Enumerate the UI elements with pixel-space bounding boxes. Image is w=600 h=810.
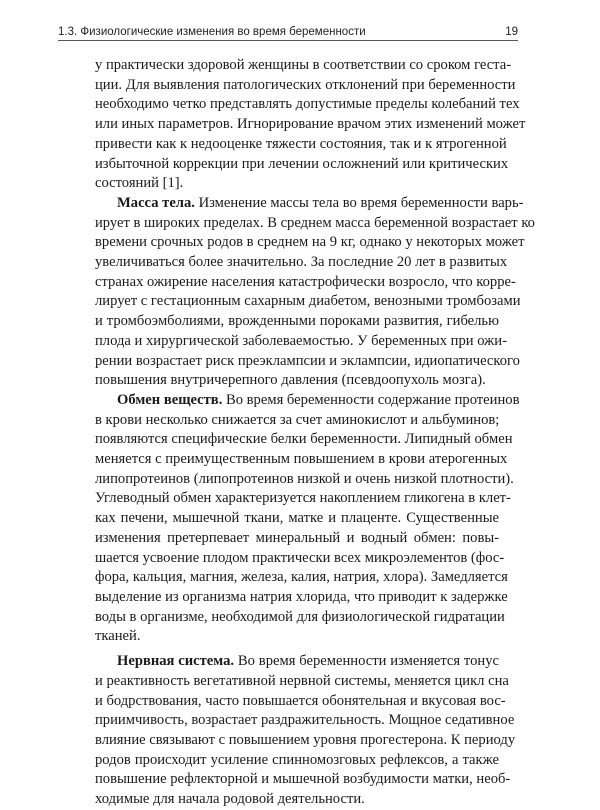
text-line: необходимо четко представлять допустимые пределы колебаний тех: [95, 96, 520, 113]
text-line: родов происходит усиление спинномозговых рефлексов, а также: [95, 751, 499, 768]
paragraph-heading: Нервная система.: [117, 653, 235, 670]
paragraph-metabolism: [95, 391, 520, 647]
text-line: странах ожирение населения катастрофически возросло, что корре-: [95, 273, 516, 290]
text-line: и бодрствования, часто повышается обонятельная и вкусовая вос-: [95, 692, 506, 709]
text-line: привести как к недооценке тяжести состояния, так и к ятрогенной: [95, 135, 507, 152]
text-line: времени срочных родов в среднем на 9 кг, однако у некоторых может: [95, 234, 525, 251]
text-line: ции. Для выявления патологических отклонений при беременности: [95, 76, 516, 93]
text-line: повышения внутричерепного давления (псевдоопухоль мозга).: [95, 372, 486, 389]
paragraph-nervous-system: [95, 652, 516, 810]
text-line: тканей.: [95, 628, 141, 645]
text-line: плода и хирургической заболеваемостью. У беременных при ожи-: [95, 332, 507, 349]
text-line: избыточной коррекции при лечении осложнений или критических: [95, 155, 509, 172]
paragraph-intro: [95, 56, 526, 194]
text-line: повышение рефлекторной и мышечной возбудимости матки, необ-: [95, 771, 511, 788]
text-line: липопротеинов (липопротеинов низкой и очень низкой плотности).: [95, 470, 514, 487]
text-line: ходимые для начала родовой деятельности.: [95, 791, 365, 808]
page-number: 19: [505, 26, 518, 38]
text-line: ирует в широких пределах. В среднем масса беременной возрастает ко: [95, 214, 535, 231]
body-text: [95, 56, 535, 810]
text-line: у практически здоровой женщины в соответствии со сроком геста-: [95, 57, 512, 73]
text-line: лирует с гестационным сахарным диабетом, венозными тромбозами: [95, 293, 521, 310]
text-line: и реактивность вегетативной нервной системы, меняется цикл сна: [95, 672, 509, 689]
paragraph-heading: Масса тела.: [117, 194, 195, 211]
text-line: увеличиваться более значительно. За последние 20 лет в развитых: [95, 254, 508, 271]
text-line: шается усвоение плодом практически всех микроэлементов (фос-: [95, 549, 505, 566]
text-line: приимчивость, возрастает раздражительность. Мощное седативное: [95, 712, 515, 729]
text-line: воды в организме, необходимой для физиологической гидратации: [95, 608, 505, 625]
text-line: фора, кальция, магния, железа, калия, натрия, хлора). Замедляется: [95, 569, 508, 586]
text-line: изменения претерпевает минеральный и водный обмен: повы-: [95, 529, 499, 546]
paragraph-body-mass: [95, 194, 535, 391]
paragraph-heading: Обмен веществ.: [117, 391, 223, 408]
text-line: Нервная система. Во время беременности изменяется тонус: [117, 653, 500, 670]
text-line: рении возрастает риск преэклампсии и эклампсии, идиопатического: [95, 352, 520, 369]
header-rule: [58, 40, 518, 41]
text-line: Обмен веществ. Во время беременности содержание протеинов: [117, 391, 520, 408]
text-line: и тромбоэмболиями, врожденными пороками развития, гибелью: [95, 313, 499, 330]
text-line: влияние связывают с повышением уровня прогестерона. К периоду: [95, 731, 516, 748]
text-line: в крови несколько снижается за счет аминокислот и альбуминов;: [95, 411, 500, 428]
text-line: появляются специфические белки беременности. Липидный обмен: [95, 431, 513, 448]
section-title: 1.3. Физиологические изменения во время беременности: [58, 26, 366, 38]
text-line: ках печени, мышечной ткани, матке и плаценте. Существенные: [95, 510, 499, 527]
text-line: состояний [1].: [95, 175, 184, 192]
running-header: [58, 20, 518, 38]
text-line: меняется с преимущественным повышением в крови атерогенных: [95, 451, 508, 468]
text-line: или иных параметров. Игнорирование врачом этих изменений может: [95, 116, 526, 133]
text-line: Углеводный обмен характеризуется накоплением гликогена в клет-: [95, 490, 511, 507]
text-line: Масса тела. Изменение массы тела во время беременности варь-: [117, 194, 524, 211]
text-line: выделение из организма натрия хлорида, что приводит к задержке: [95, 588, 508, 605]
